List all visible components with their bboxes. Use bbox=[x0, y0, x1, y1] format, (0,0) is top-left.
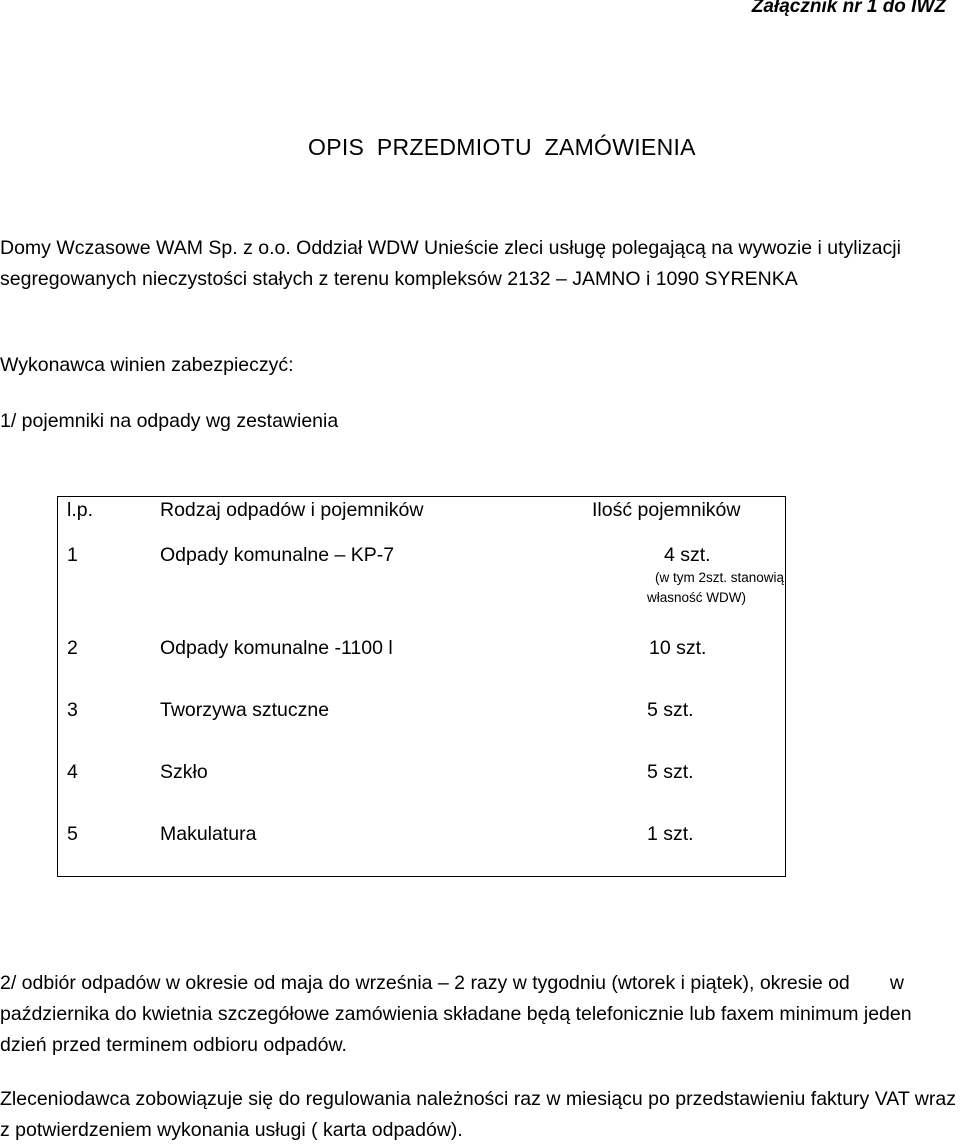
row-lp: 2 bbox=[67, 637, 78, 659]
row-lp: 5 bbox=[67, 823, 78, 845]
intro-paragraph: Domy Wczasowe WAM Sp. z o.o. Oddział WDW Unieście zleci usługę polegającą na wywozie i utylizacji segregowanych nieczystości stałych z terenu kompleksów 2132 – JAMNO i 1090 SYRENKA bbox=[0, 237, 901, 290]
point-2-text: 2/ odbiór odpadów w okresie od maja do września – 2 razy w tygodniu (wtorek i piątek), bbox=[0, 972, 755, 994]
row-qty: 5 szt. bbox=[647, 761, 694, 783]
attachment-label: Załącznik nr 1 do IWZ bbox=[751, 0, 946, 17]
header-type: Rodzaj odpadów i pojemników bbox=[160, 499, 424, 521]
row-qty-cell bbox=[592, 541, 786, 628]
table-row bbox=[58, 752, 786, 814]
row-qty: 1 szt. bbox=[647, 823, 694, 845]
row-qty: 10 szt. bbox=[649, 637, 707, 659]
point-1: 1/ pojemniki na odpady wg zestawienia bbox=[0, 410, 339, 432]
containers-table bbox=[57, 496, 786, 877]
row-type: Odpady komunalne – KP-7 bbox=[160, 544, 395, 566]
row-qty: 4 szt. bbox=[664, 544, 711, 566]
row-lp: 1 bbox=[67, 544, 78, 566]
point-2-trailing: w bbox=[889, 972, 904, 994]
row-type: Odpady komunalne -1100 l bbox=[160, 637, 393, 659]
closing-paragraph: Zleceniodawca zobowiązuje się do regulowania należności raz w miesiącu po przedstawieniu faktury VAT wraz z potwierdzeniem wykonania usługi ( karta odpadów). bbox=[0, 1088, 956, 1141]
row-lp: 4 bbox=[67, 761, 78, 783]
contractor-line: Wykonawca winien zabezpieczyć: bbox=[0, 354, 294, 376]
table-row bbox=[58, 628, 786, 690]
table-header-row bbox=[58, 497, 786, 542]
point-2 bbox=[0, 968, 958, 1061]
point-2-continuation: okresie od października do kwietnia szczegółowe zamówienia składane będą telefonicznie lub faxem minimum jeden dzień przed terminem odbioru odpadów. bbox=[0, 972, 912, 1056]
row-type: Tworzywa sztuczne bbox=[160, 699, 330, 721]
row-qty-note-line1: (w tym 2szt. stanowią bbox=[655, 570, 785, 585]
header-lp: l.p. bbox=[67, 499, 94, 521]
header-qty: Ilość pojemników bbox=[592, 499, 741, 521]
document-title: OPIS PRZEDMIOTU ZAMÓWIENIA bbox=[308, 134, 696, 160]
row-qty-note-line2: własność WDW) bbox=[647, 590, 747, 605]
table-row bbox=[58, 690, 786, 752]
row-lp: 3 bbox=[67, 699, 78, 721]
row-type: Makulatura bbox=[160, 823, 257, 845]
row-type: Szkło bbox=[160, 761, 208, 783]
table-row bbox=[58, 814, 786, 877]
row-qty: 5 szt. bbox=[647, 699, 694, 721]
row-qty-note bbox=[592, 568, 785, 608]
table-row bbox=[58, 541, 786, 628]
